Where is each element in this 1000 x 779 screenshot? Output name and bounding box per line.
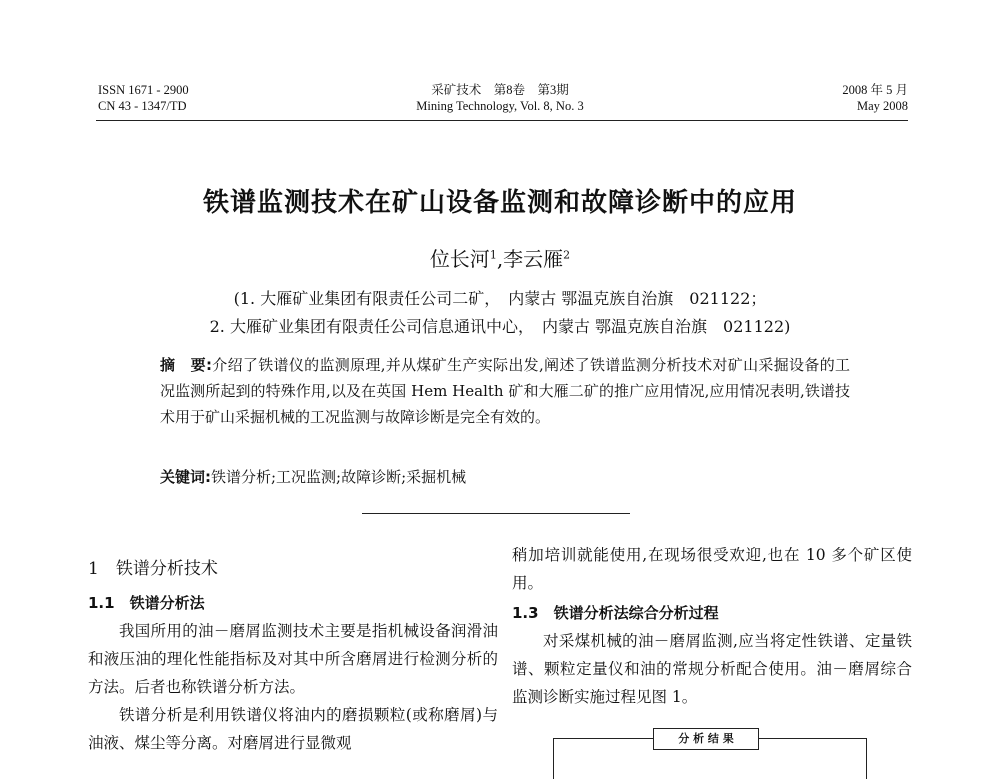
subsection-1-3-heading: 1.3 铁谱分析法综合分析过程 <box>512 604 719 622</box>
section-1-heading: 1 铁谱分析技术 <box>88 559 218 579</box>
cn-number: CN 43 - 1347/TD <box>98 99 187 113</box>
paragraph-continued: 稍加培训就能使用,在现场很受欢迎,也在 10 多个矿区使用。 <box>512 546 912 592</box>
keywords-label: 关键词: <box>160 468 211 486</box>
author-2-sup: 2 <box>563 248 571 262</box>
journal-name-en: Mining Technology, Vol. 8, No. 3 <box>416 99 584 113</box>
left-column <box>88 555 498 757</box>
paragraph-2: 铁谱分析是利用铁谱仪将油内的磨损颗粒(或称磨屑)与油液、煤尘等分离。对磨屑进行显微观 <box>88 706 498 752</box>
author-2: 李云雁 <box>503 247 564 271</box>
figure-box-analysis-result: 分 析 结 果 <box>653 728 759 750</box>
journal-name-cn: 采矿技术 第8卷 第3期 <box>431 83 569 97</box>
date-en: May 2008 <box>856 99 908 113</box>
affiliation-1: (1. 大雁矿业集团有限责任公司二矿， 内蒙古 鄂温克族自治旗 021122； <box>233 289 767 308</box>
date-cn: 2008 年 5 月 <box>842 83 908 97</box>
header-left <box>98 82 189 114</box>
abstract <box>160 352 850 430</box>
header-rule <box>96 120 908 121</box>
figure-1-diagram <box>553 732 867 779</box>
section-divider <box>362 513 630 514</box>
paragraph-3: 对采煤机械的油－磨屑监测,应当将定性铁谱、定量铁谱、颗粒定量仪和油的常规分析配合使用。油－磨屑综合监测诊断实施过程见图 1。 <box>512 632 912 706</box>
author-1-sup: 1 <box>489 248 497 262</box>
header-right <box>842 82 908 114</box>
subsection-1-1-heading: 1.1 铁谱分析法 <box>88 594 205 612</box>
paragraph-1: 我国所用的油－磨屑监测技术主要是指机械设备润滑油和液压油的理化性能指标及对其中所含磨屑进行检测分析的方法。后者也称铁谱分析方法。 <box>88 622 498 696</box>
abstract-label: 摘 要: <box>160 356 212 374</box>
header-center <box>350 82 650 114</box>
affiliation-2: 2. 大雁矿业集团有限责任公司信息通讯中心， 内蒙古 鄂温克族自治旗 021122) <box>209 317 791 336</box>
abstract-text: 介绍了铁谱仪的监测原理,并从煤矿生产实际出发,阐述了铁谱监测分析技术对矿山采掘设备的工况监测所起到的特殊作用,以及在英国 Hem Health 矿和大雁二矿的推广应用情况,应用情况表明,铁谱技术用于矿山采掘机械的工况监测与故障诊断是完全有效的。 <box>160 356 851 426</box>
author-1: 位长河 <box>429 247 490 271</box>
authors <box>0 243 1000 272</box>
paper-title: 铁谱监测技术在矿山设备监测和故障诊断中的应用 <box>202 188 797 218</box>
author-separator: , <box>496 247 504 271</box>
right-column <box>512 541 912 711</box>
issn: ISSN 1671 - 2900 <box>98 83 189 97</box>
keywords-text: 铁谱分析;工况监测;故障诊断;采掘机械 <box>211 468 467 486</box>
keywords <box>160 466 850 487</box>
